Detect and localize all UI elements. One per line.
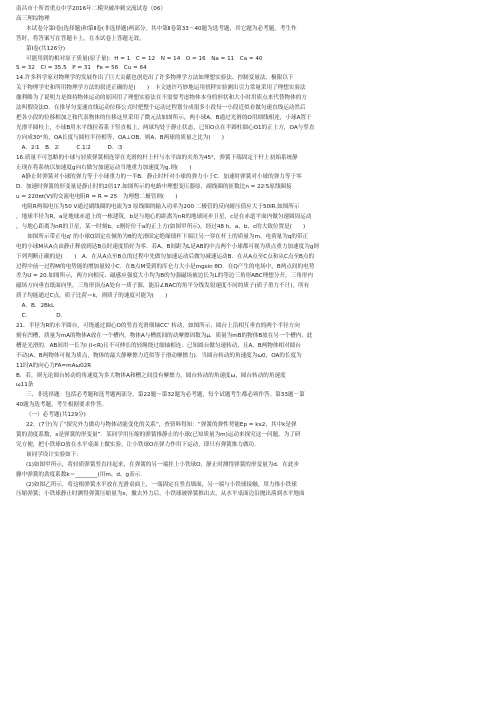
paragraph-line: 光滑半圆柱上，小球B用水平线拉着系于竖直板上，两球均处于静止状态，已知O点在半圆柱圆心O1的正上方，OA与竖直 — [16, 124, 315, 131]
paragraph-line: 22．(7分)为了“探究外力做功与物体动能变化的关系”，查资料得知：“弹簧的弹性势能Ep = kx2，其中k是弹 — [26, 422, 297, 429]
answer-options: A．B．2BkL — [16, 303, 55, 310]
paragraph-line: ω11条 — [16, 382, 34, 389]
paragraph-line: 法叫假设法D．在推导匀变速直线运动位移公式时把整个运动过程划分成很多小段每一小段近似看做匀速直线运动然后 — [16, 105, 306, 112]
paragraph-line: D．加速时弹簧的形变量是静止时的2倍17.如图所示的电路中理想变压器原、副线圈的匝数比n = 22∶5原线圈接 — [16, 184, 292, 191]
paragraph-line: 过程中前一过程M的电势能的增加量较小C．在B点M受到的库仑力大小是mgsin θD．在Q产生的电场中，B两点间的电势 — [16, 263, 315, 270]
paragraph-line: u = 220πt(V)的交流电电阻R = R = 25 为理想二极管则( ) — [16, 194, 178, 201]
paragraph-line: 电阻R两端电压为50 V通过副线圈的电流为3 原线圈的输入功率为200 二极管的反向耐压值应大于50lR.如图所示 — [16, 204, 300, 211]
section-heading: 三、非选择题：包括必考题和选考题两部分。第22题～第32题为必考题，每个试题考生都必须作答。第33题－第 — [26, 392, 305, 399]
paragraph-line: 该同学设计实验如下： — [26, 451, 82, 458]
paragraph-line: 刻有凹槽，质量为mA的物体A放在一个槽内，物体A与槽底间的动摩擦因数为μ，质量为mB的物体B放在另一个槽内，此 — [16, 332, 313, 339]
answer-options: A．2∶1 B．2∶ C.1∶2 D．∶3 — [16, 144, 123, 151]
paragraph-line: 21．半径为R的水平圆台，可绕通过圆心O的竖直光滑细轴CC' 转动，如图所示，圆台上沿相互垂直的两个半径方向 — [16, 323, 300, 329]
paragraph-line: 把各小段的位移相加之和代表物体的位移这里采用了微元法如图所示，两小球A、B通过光滑的O用细线相连，小球A置于 — [16, 114, 312, 121]
paragraph-line: (1)如图甲所示，将轻质弹簧竖直挂起来，在弹簧的另一端挂上小铁球O，静止时测得弹簧的形变量为d．在此步 — [26, 461, 300, 468]
paragraph-line: 槽是光滑的．AB间用一长为l (l<R)且不可伸长的轻绳绕过细轴相连．已知圆台做匀速转动，且A、B两物体相对圆台 — [16, 342, 301, 349]
answer-options: C． D． — [16, 313, 67, 320]
paragraph-line: (2)如图乙所示，将这根弹簧水平放在光滑桌面上，一端固定在竖直墙面，另一端与小铁球接触，用力推小铁球 — [26, 481, 297, 488]
section-heading: 第Ⅰ卷(共126分) — [26, 45, 66, 52]
paragraph-line: 质子均能通过C点，质子比荷＝k，则质子的速度可能为( ) — [16, 293, 168, 300]
paragraph-line: 伽利略为了说明力是维持物体运动的原因用了理想实验法在不需要考虑物体本身的形状和大小时用质点来代替物体的方 — [16, 95, 307, 102]
paragraph-line: 差为U = 20.如图所示，两方向相反、磁感应强度大小均为B的匀强磁场被边长为L的等边三角形ABC理想分开，三角形内 — [16, 273, 313, 280]
paragraph-line: 簧的劲度系数，x是弹簧的形变量”．某同学用压缩的弹簧推静止的小球(已知质量为m)运动来探究这一问题，为了研 — [16, 431, 301, 438]
doc-subtitle: 高三理综物理 — [16, 15, 50, 22]
paragraph-line: 14.许多科学家对物理学的发展作出了巨大贡献也创造出了许多物理学方法如理想实验法、控制变量法、极限以下 — [16, 75, 294, 82]
paragraph-line: 关于物理学史和所用物理学方法的叙述正确的是( ) 卡文迪许巧妙地运用扭秤实验测出引力常量采用了理想实验法 — [16, 85, 306, 92]
paragraph-line: A静止时弹簧对小球的弹力等于小球重力的一半B．静止时杆对小球的弹力小于C．加速时弹簧对小球的弹力等于零 — [16, 174, 302, 181]
paragraph-line: 止现在将系统以加速度g向右做匀加速运动当地重力加速度为g.则( ) — [16, 164, 192, 171]
paragraph-line: 40题为选考题，考生根据要求作答。 — [16, 402, 108, 409]
paragraph-line: 如图所示带正电q' 的小球Q固定在倾角为θ的光滑固定绝缘细杆下端让另一穿在杆上的质量为m、电荷量为q的带正 — [16, 233, 309, 240]
doc-title: 南昌市十所省重点中学2016年二模突破冲刺交流试卷（06） — [16, 6, 167, 12]
section-heading: （一）必考题(共129分) — [26, 412, 86, 419]
paragraph-line: 可能用到的相对原子质量(原子量)：H = 1 C = 12 N = 14 O = 16 Na = 11 Ca = 40 — [26, 55, 263, 62]
paragraph-line: ，与地心距离为nR的卫星，某一时刻b、c刚好位于a的正上方(如图甲所示)，经过48 h，a、b、c的大致位置是( ) — [16, 223, 306, 230]
paragraph-line: 压缩弹簧；小铁球静止时测得弹簧压缩量为x，撤去外力后，小铁球被弹簧推出去，从水平桌面边沿抛出落到水平地面 — [16, 491, 305, 498]
paragraph-line: 究方便，把小铁球O放在水平桌面上做实验，让小铁球O在弹力作用下运动，即只有弹簧推力做功． — [16, 441, 260, 448]
paragraph-line: B．若，则无论圆台转动的角速度为多大物体A和槽之间没有摩擦力，圆台转动的角速度ω，圆台转动的角速度 — [16, 372, 286, 379]
paragraph-line: 骤中弹簧的劲度系数k＝________(用m、d、g表示． — [16, 471, 146, 478]
paragraph-line: 答时，将答案写在答题卡上，在本试卷上答题无效。 — [16, 35, 145, 42]
paragraph-line: 本试卷分第Ⅰ卷(选择题)和第Ⅱ卷(非选择题)两部分。其中第Ⅱ卷第33～40题为选考题，其它题为必考题。考生作 — [26, 25, 297, 32]
paragraph-line: S = 32 Cl = 35.5 P = 31 Fe = 56 Cu = 64 — [16, 65, 147, 72]
paragraph-line: 11时A的向心力FA=mAω02R — [16, 362, 92, 369]
paragraph-line: 不动(A、B两物体可视为质点，物体的最大静摩擦力近似等于滑动摩擦力)．当圆台转动的角速度为ω0，OA的长度为 — [16, 352, 302, 359]
paragraph-line: 方向成30°角，OA长度与圆柱半径相等，OA⊥OB，则A、B两球的质量之比为( ) — [16, 134, 224, 141]
paragraph-line: 电的小球M从A点由静止释放到达B点时速度恰好为零．若A、B间距为L是AB的中点两个小球都可视为质点重力加速度为g则 — [16, 243, 319, 250]
paragraph-line: ，地球半径为R，a是地球赤道上的一栋建筑，b是与地心的距离为nR的地球同步卫星，c是在赤道平面内做匀速圆周运动 — [16, 214, 312, 221]
paragraph-line: 下列判断正确的是( ) A．在从A点至B点的过程中先做匀加速运动后做匀减速运动B．在从A点至C点和从C点至B点的 — [16, 253, 315, 260]
paragraph-line: 磁场方向垂直纸面向里，三角形顶点A处有一质子源，能沿∠BAC的角平分线发射速度不同的质子(质子重力不计)，所有 — [16, 283, 310, 290]
paragraph-line: 16.质量不可忽略的小球与轻质弹簧相连穿在光滑的杆上杆与水平面的夹角为45°，弹簧下端固定于杆上初始系统静 — [16, 154, 298, 161]
